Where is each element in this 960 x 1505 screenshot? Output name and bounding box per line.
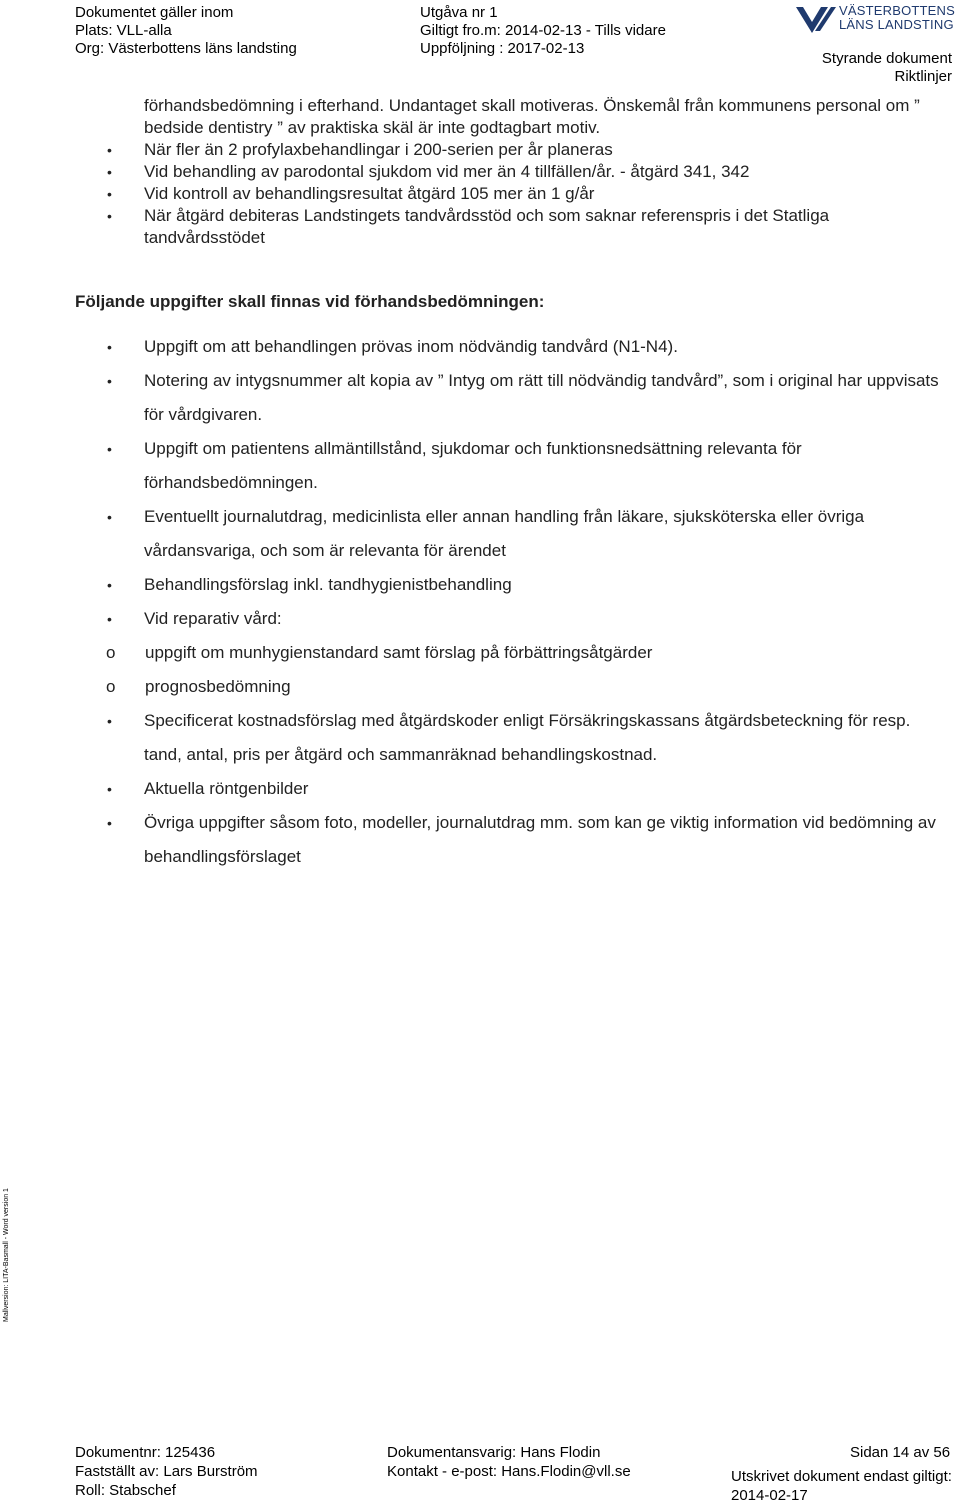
header-valid: Giltigt fro.m: 2014-02-13 - Tills vidare <box>420 22 666 39</box>
footer-doc-number: Dokumentnr: 125436 <box>75 1444 216 1461</box>
footer-contact: Kontakt - e-post: Hans.Flodin@vll.se <box>387 1463 631 1480</box>
list-item: • Notering av intygsnummer alt kopia av ” Intyg om rätt till nödvändig tandvård”, som i original har uppvisats för vårdgivaren. <box>75 364 945 432</box>
list-item: • Uppgift om patientens allmäntillstånd, sjukdomar och funktionsnedsättning relevanta för förhandsbedömningen. <box>75 432 945 500</box>
list-item: • När fler än 2 profylaxbehandlingar i 200-serien per år planeras <box>75 139 945 161</box>
footer-page-number: Sidan 14 av 56 <box>850 1444 951 1461</box>
sub-list-item: o uppgift om munhygienstandard samt förslag på förbättringsåtgärder <box>75 636 945 670</box>
footer-role: Roll: Stabschef <box>75 1482 176 1499</box>
logo-line2: LÄNS LANDSTING <box>839 17 954 32</box>
header-place: Plats: VLL-alla <box>75 22 172 39</box>
sub-bullet-list <box>75 636 945 704</box>
logo-wordmark <box>839 4 955 32</box>
footer-printed-label: Utskrivet dokument endast giltigt: <box>731 1468 952 1485</box>
document-type <box>822 50 952 86</box>
continuation-paragraph: förhandsbedömning i efterhand. Undantaget skall motiveras. Önskemål från kommunens personal om ” bedside dentistry ” av praktiska skäl är inte godtagbart motiv. <box>144 96 920 137</box>
list-item: • När åtgärd debiteras Landstingets tandvårdsstöd och som saknar referenspris i det Statliga tandvårdsstödet <box>75 205 945 249</box>
footer-owner: Dokumentansvarig: Hans Flodin <box>387 1444 601 1461</box>
bullet-list-after <box>75 704 945 874</box>
footer-printed-date: 2014-02-17 <box>731 1487 808 1504</box>
document-body <box>75 95 945 874</box>
header-version <box>420 4 666 58</box>
list-item: • Eventuellt journalutdrag, medicinlista eller annan handling från läkare, sjuksköterska eller övriga vårdansvariga, och som är relevanta för ärendet <box>75 500 945 568</box>
header-edition: Utgåva nr 1 <box>420 4 498 21</box>
bullet-list-top <box>75 139 945 249</box>
header-org: Org: Västerbottens läns landsting <box>75 40 297 57</box>
document-type-line1: Styrande dokument <box>821 50 952 67</box>
footer-responsible <box>387 1443 631 1481</box>
header-followup: Uppföljning : 2017-02-13 <box>420 40 585 57</box>
footer-approved-by: Fastställt av: Lars Burström <box>75 1463 258 1480</box>
header-scope-label: Dokumentet gäller inom <box>75 4 234 21</box>
list-item: • Vid kontroll av behandlingsresultat åtgärd 105 mer än 1 g/år <box>75 183 945 205</box>
document-type-line2: Riktlinjer <box>894 68 952 85</box>
footer-document-info <box>75 1443 258 1500</box>
list-item: • Behandlingsförslag inkl. tandhygienistbehandling <box>75 568 945 602</box>
header-scope <box>75 4 297 58</box>
list-item: • Vid reparativ vård: <box>75 602 945 636</box>
logo-line1: VÄSTERBOTTENS <box>839 3 956 18</box>
list-item: • Uppgift om att behandlingen prövas inom nödvändig tandvård (N1-N4). <box>75 330 945 364</box>
list-item: • Aktuella röntgenbilder <box>75 772 945 806</box>
bullet-list-main <box>75 330 945 636</box>
list-item: • Övriga uppgifter såsom foto, modeller, journalutdrag mm. som kan ge viktig information vid bedömning av behandlingsförslaget <box>75 806 945 874</box>
list-item: • Specificerat kostnadsförslag med åtgärdskoder enligt Försäkringskassans åtgärdsbeteckning för resp. tand, antal, pris per åtgärd och sammanräknad behandlingskostnad. <box>75 704 945 772</box>
section-heading: Följande uppgifter skall finnas vid förhandsbedömningen: <box>75 292 545 311</box>
list-item: • Vid behandling av parodontal sjukdom vid mer än 4 tillfällen/år. - åtgärd 341, 342 <box>75 161 945 183</box>
template-version-note: Mallversion: LITA-Basmall - Word version 1 <box>3 1188 10 1322</box>
sub-list-item: o prognosbedömning <box>75 670 945 704</box>
